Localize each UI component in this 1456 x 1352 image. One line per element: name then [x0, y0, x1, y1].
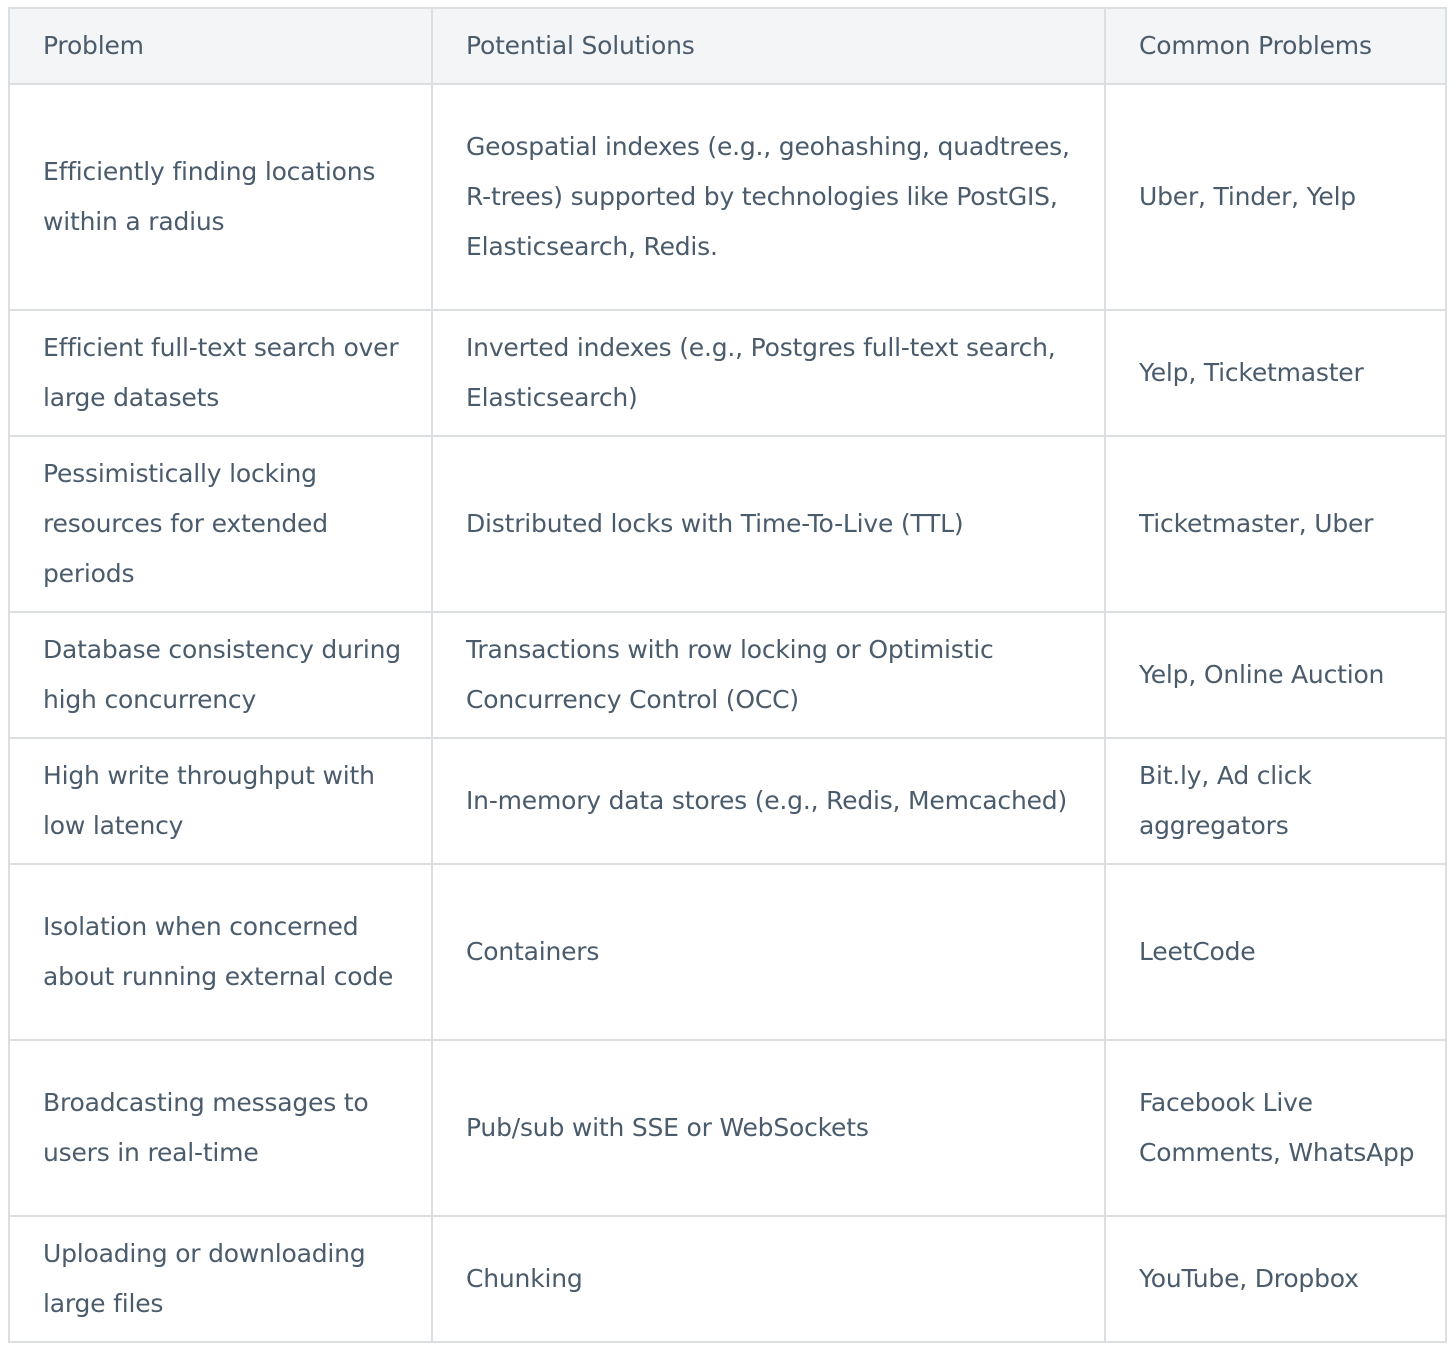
- header-row: [9, 8, 1446, 84]
- cell-examples: Ticketmaster, Uber: [1105, 436, 1446, 612]
- table-body: [9, 84, 1446, 1342]
- cell-problem: Efficient full-text search over large datasets: [9, 310, 432, 436]
- cell-solution: Geospatial indexes (e.g., geohashing, quadtrees, R-trees) supported by technologies like PostGIS, Elasticsearch, Redis.: [432, 84, 1105, 310]
- table-header: [9, 8, 1446, 84]
- table-row: [9, 436, 1446, 612]
- cell-problem: Isolation when concerned about running external code: [9, 864, 432, 1040]
- cell-examples: Yelp, Ticketmaster: [1105, 310, 1446, 436]
- cell-examples: LeetCode: [1105, 864, 1446, 1040]
- cell-problem: Pessimistically locking resources for extended periods: [9, 436, 432, 612]
- problems-solutions-table: [8, 7, 1447, 1343]
- problems-solutions-table-container: [8, 7, 1445, 1343]
- cell-examples: Yelp, Online Auction: [1105, 612, 1446, 738]
- table-row: [9, 612, 1446, 738]
- cell-solution: Containers: [432, 864, 1105, 1040]
- table-row: [9, 738, 1446, 864]
- table-row: [9, 1216, 1446, 1342]
- cell-solution: Inverted indexes (e.g., Postgres full-text search, Elasticsearch): [432, 310, 1105, 436]
- cell-solution: Transactions with row locking or Optimistic Concurrency Control (OCC): [432, 612, 1105, 738]
- table-row: [9, 310, 1446, 436]
- header-potential-solutions: Potential Solutions: [432, 8, 1105, 84]
- cell-examples: Bit.ly, Ad click aggregators: [1105, 738, 1446, 864]
- cell-problem: Database consistency during high concurrency: [9, 612, 432, 738]
- cell-problem: Broadcasting messages to users in real-time: [9, 1040, 432, 1216]
- cell-solution: Chunking: [432, 1216, 1105, 1342]
- cell-solution: Distributed locks with Time-To-Live (TTL): [432, 436, 1105, 612]
- cell-problem: High write throughput with low latency: [9, 738, 432, 864]
- table-row: [9, 864, 1446, 1040]
- header-problem: Problem: [9, 8, 432, 84]
- cell-examples: YouTube, Dropbox: [1105, 1216, 1446, 1342]
- cell-problem: Uploading or downloading large files: [9, 1216, 432, 1342]
- cell-problem: Efficiently finding locations within a radius: [9, 84, 432, 310]
- table-row: [9, 1040, 1446, 1216]
- table-row: [9, 84, 1446, 310]
- cell-solution: In-memory data stores (e.g., Redis, Memcached): [432, 738, 1105, 864]
- cell-examples: Uber, Tinder, Yelp: [1105, 84, 1446, 310]
- cell-solution: Pub/sub with SSE or WebSockets: [432, 1040, 1105, 1216]
- cell-examples: Facebook Live Comments, WhatsApp: [1105, 1040, 1446, 1216]
- header-common-problems: Common Problems: [1105, 8, 1446, 84]
